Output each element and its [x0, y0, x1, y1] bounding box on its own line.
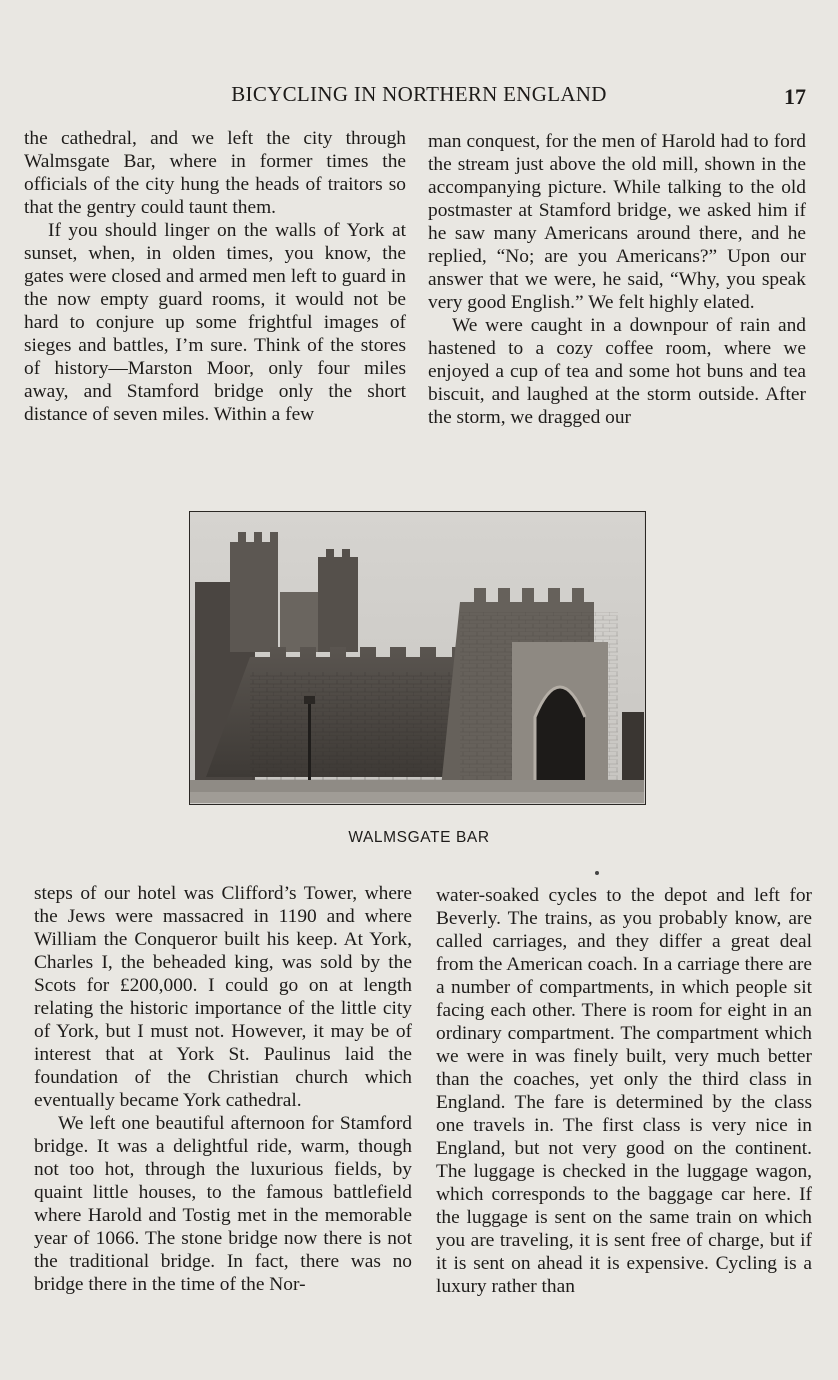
- page-number: 17: [784, 84, 806, 109]
- column-top-right: [428, 130, 806, 429]
- paragraph: man conquest, for the men of Harold had to ford the stream just above the old mill, shown in the accompanying picture. While talking to the old postmaster at Stamford bridge, we asked him if he saw many Americans around there, and he replied, “No; are you Americans?” Upon our answer that we were, he said, “Why, you speak very good English.” We felt highly elated.: [428, 131, 806, 313]
- castle-illustration: [190, 512, 644, 803]
- paragraph: the cathedral, and we left the city through Walmsgate Bar, where in former times the officials of the city hung the heads of traitors so that the gentry could taunt them.: [24, 128, 406, 218]
- column-top-left: [24, 127, 406, 426]
- walmsgate-bar-photo: [189, 511, 646, 805]
- print-speck: [595, 871, 599, 875]
- paragraph: steps of our hotel was Clifford’s Tower, where the Jews were massacred in 1190 and where William the Conqueror built his keep. At York, Charles I, the beheaded king, was sold by the Scots for £200,000. I could go on at length relating the historic importance of the little city of York, but I must not. However, it may be of interest that at York St. Paulinus laid the foundation of the Christian church which eventually became York cathedral.: [34, 883, 412, 1111]
- running-head: BICYCLING IN NORTHERN ENGLAND: [231, 82, 607, 106]
- paragraph: We left one beautiful afternoon for Stamford bridge. It was a delightful ride, warm, though not too hot, through the luxurious fields, by quaint little houses, to the famous battlefield where Harold and Tostig met in the memorable year of 1066. The stone bridge now there is not the traditional bridge. In fact, there was no bridge there in the time of the Nor-: [34, 1113, 412, 1295]
- paragraph: We were caught in a downpour of rain and hastened to a cozy coffee room, where we enjoyed a cup of tea and some hot buns and tea biscuit, and laughed at the storm outside. After the storm, we dragged our: [428, 315, 806, 428]
- column-bottom-left: [34, 882, 412, 1296]
- paragraph: water-soaked cycles to the depot and left for Beverly. The trains, as you probably know, are called carriages, and they differ a great deal from the American coach. In a carriage there are a number of compartments, in which people sit facing each other. There is room for eight in an ordinary compartment. The compartment which we were in was finely built, very much better than the coaches, yet only the third class in England. The fare is determined by the class one travels in. The first class is very nice in England, but not very good on the continent. The luggage is checked in the luggage wagon, which corresponds to the baggage car here. If the luggage is sent on the same train on which you are traveling, it is sent free of charge, but if it is sent on ahead it is expensive. Cycling is a luxury rather than: [436, 885, 812, 1297]
- column-bottom-right: [436, 884, 812, 1298]
- page-header: [0, 78, 838, 112]
- figure-caption: WALMSGATE BAR: [348, 829, 490, 846]
- paragraph: If you should linger on the walls of York at sunset, when, in olden times, you know, the gates were closed and armed men left to guard in the now empty guard rooms, it would not be hard to conjure up some frightful images of sieges and battles, I’m sure. Think of the stores of history—Marston Moor, only four miles away, and Stamford bridge only the short distance of seven miles. Within a few: [24, 220, 406, 425]
